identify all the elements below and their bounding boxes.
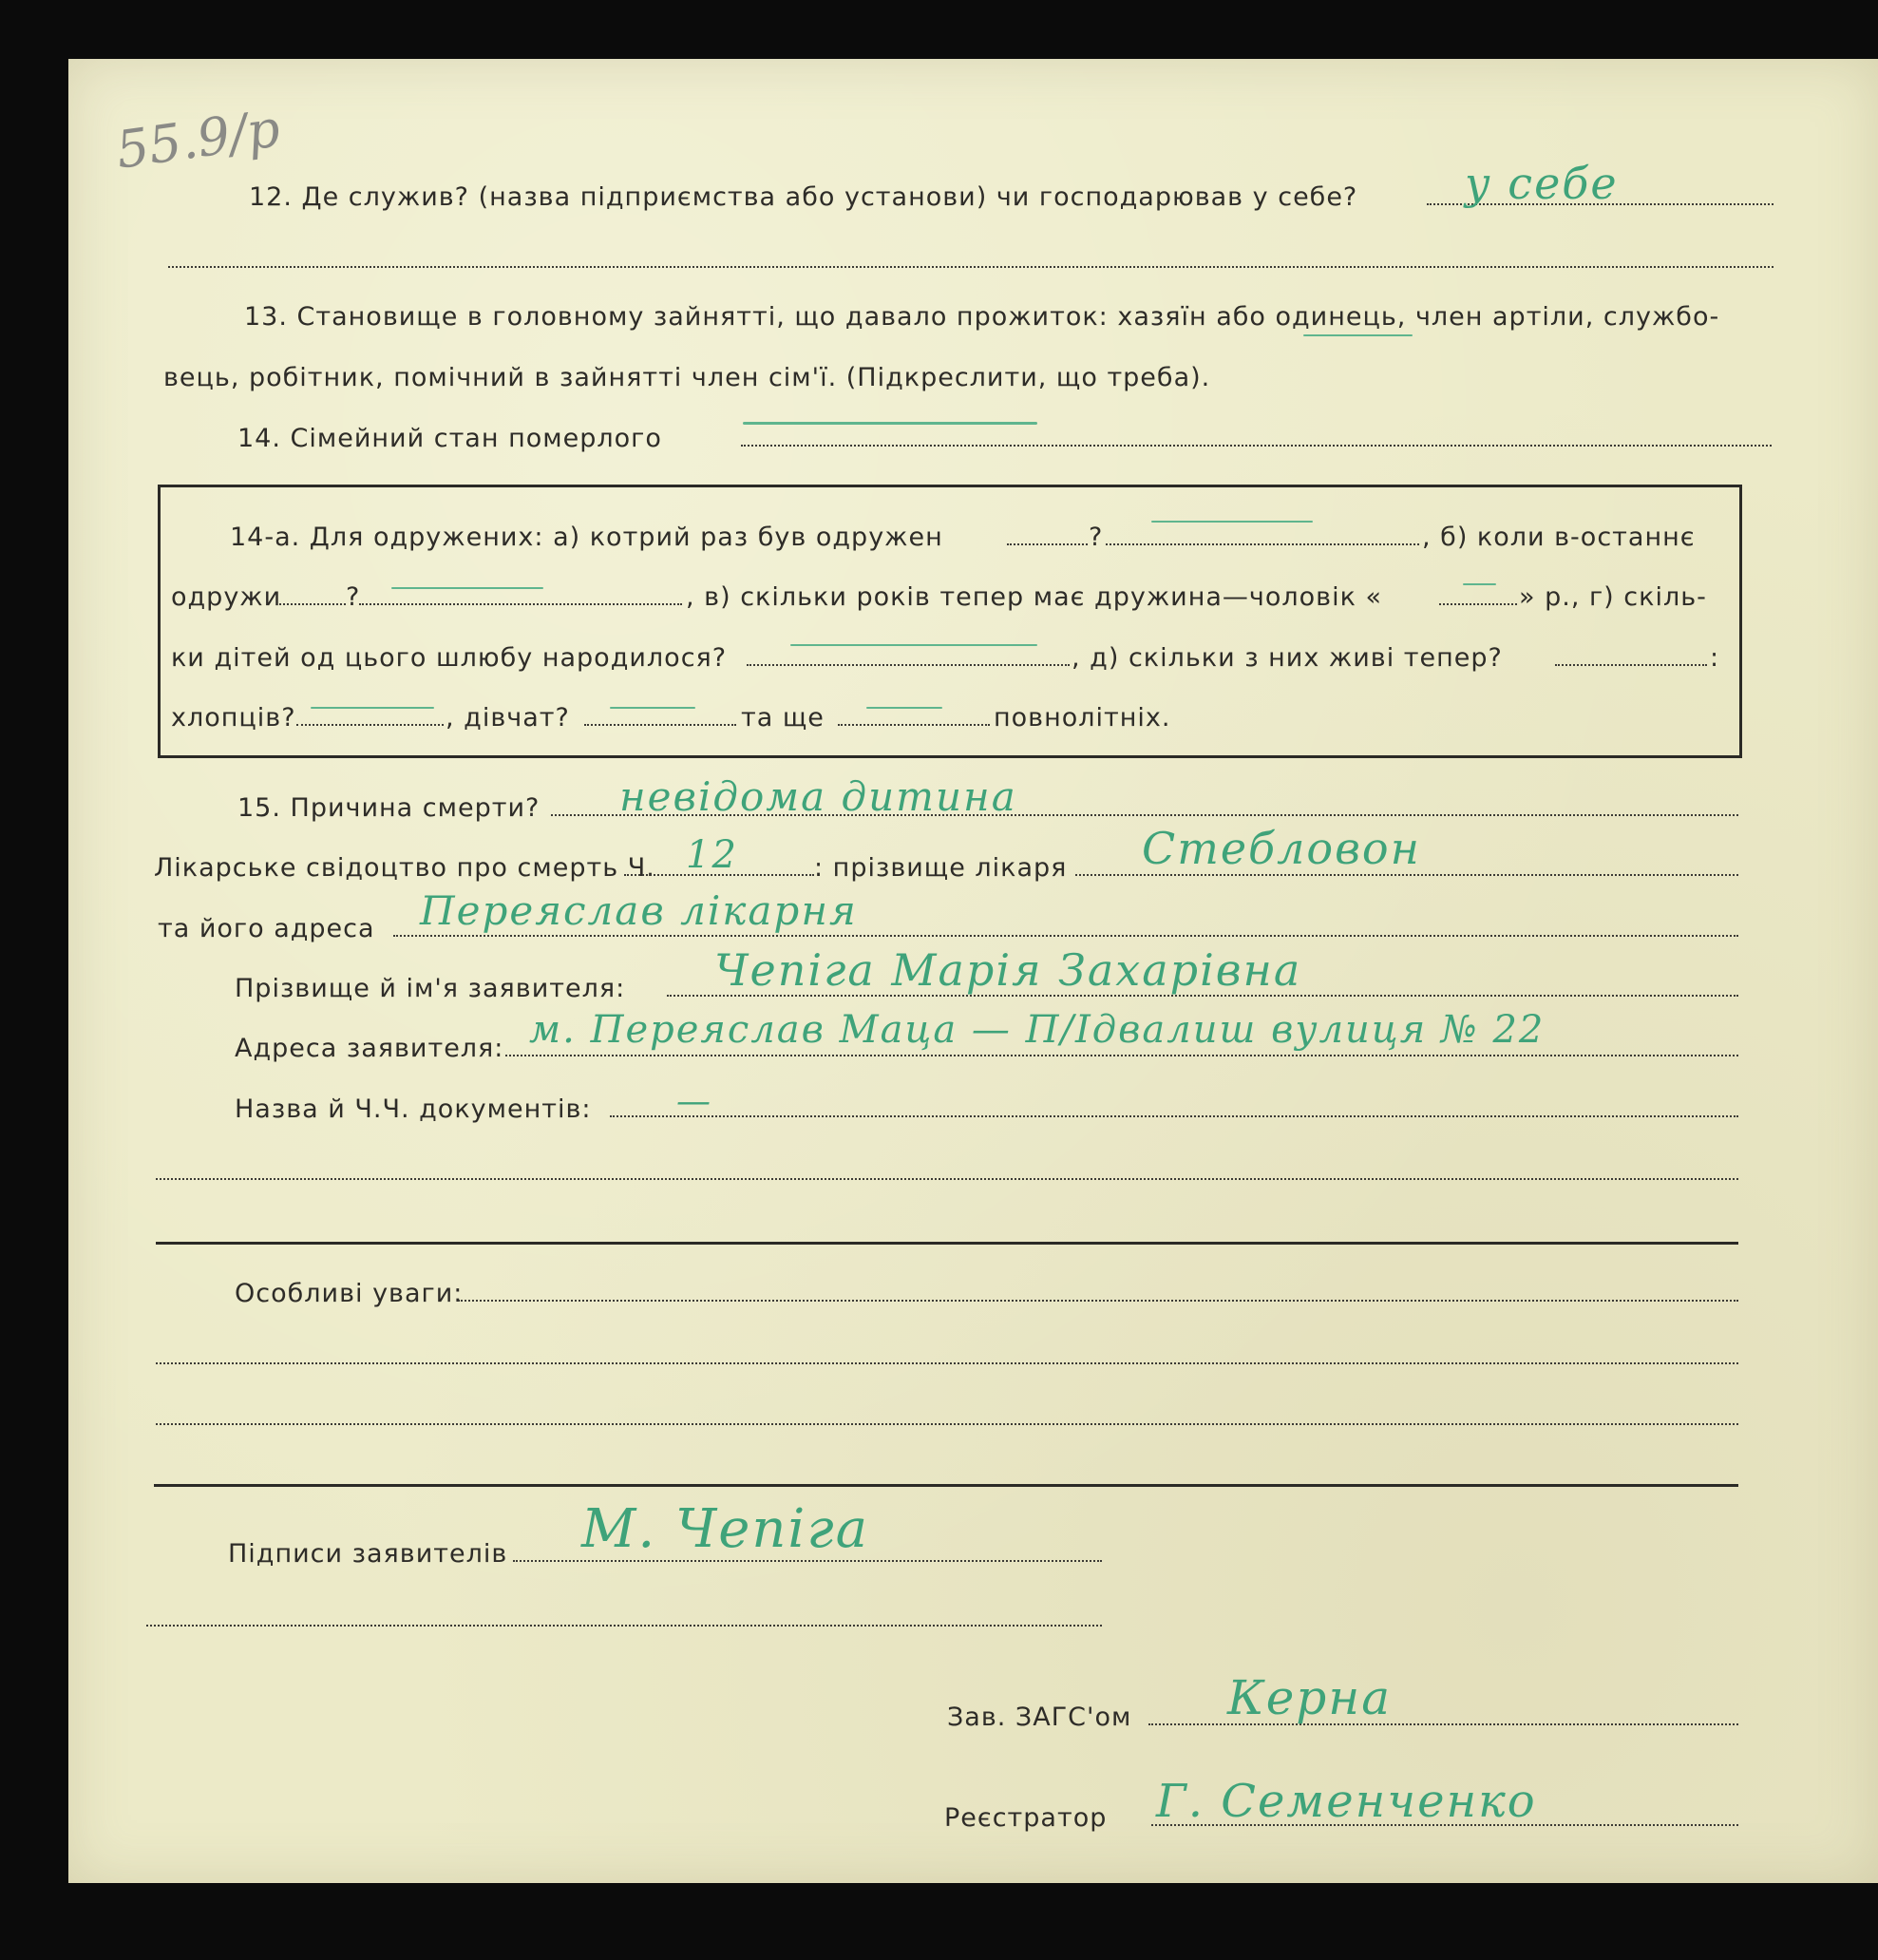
q14a-l4-dash1: [311, 707, 434, 709]
q14a-l2-a: одружи: [171, 582, 282, 612]
q14a-l4-line1: [296, 724, 444, 726]
registrar-signature-label: Реєстратор: [944, 1803, 1108, 1833]
registrar-signature: Г. Семенченко: [1156, 1775, 1537, 1828]
q14a-l4-line2: [584, 724, 736, 726]
q14a-l1-line1: [1007, 543, 1088, 545]
section-divider-1: [156, 1242, 1738, 1245]
applicant-docs-label: Назва й Ч.Ч. документів:: [235, 1094, 592, 1124]
q13-line1: 13. Становище в головному зайнятті, що давало прожиток: хазяїн або одинець, член артіли, службо-: [244, 302, 1720, 332]
q14a-l4-d: повнолітніх.: [994, 703, 1171, 733]
applicant-address: м. Переяслав Маца — П/Ідвалиш вулиця № 22: [529, 1008, 1546, 1052]
doctor-address: Переяслав лікарня: [420, 887, 858, 934]
doctor-cert-label: Лікарське свідоцтво про смерть Ч.: [154, 853, 655, 883]
q14-answer-line: [741, 445, 1772, 447]
q14a-l4-b: , дівчат?: [446, 703, 570, 733]
doctor-cert-number: 12: [686, 833, 738, 877]
q14a-l3-dash: [790, 644, 1037, 646]
applicant-name-label: Прізвище й ім'я заявителя:: [235, 974, 626, 1003]
q12-answer: у себе: [1465, 158, 1619, 209]
head-signature-label: Зав. ЗАГС'ом: [947, 1703, 1132, 1732]
q14a-l2-line2: [359, 603, 682, 605]
doctor-address-line: [393, 935, 1738, 937]
applicant-address-line: [505, 1055, 1738, 1056]
applicant-docs-line: [610, 1115, 1738, 1117]
q14a-l2-c: » р., г) скіль-: [1519, 582, 1707, 612]
document-page: [68, 59, 1878, 1883]
doctor-name: Стебловон: [1142, 823, 1421, 874]
applicant-name: Чепіга Марія Захарівна: [714, 944, 1302, 996]
q12-label: 12. Де служив? (назва підприємства або установи) чи господарював у себе?: [249, 182, 1358, 212]
applicant-signature: М. Чепіга: [581, 1498, 870, 1560]
q14a-l2-line3: [1439, 603, 1517, 605]
section-divider-2: [154, 1484, 1738, 1487]
q14a-l2-b: , в) скільки років тепер має дружина—чоловік «: [686, 582, 1382, 612]
q14a-l1-a: 14-а. Для одружених: а) котрий раз був одружен: [230, 523, 943, 552]
q14a-l1-q: ?: [1089, 523, 1104, 552]
doctor-address-label: та його адреса: [158, 914, 375, 943]
q14a-l2-dash2: [1463, 583, 1496, 585]
q14a-l4-a: хлопців?: [171, 703, 296, 733]
q15-label: 15. Причина смерти?: [237, 793, 541, 823]
notes-line-2: [156, 1362, 1738, 1364]
notes-line-3: [156, 1423, 1738, 1425]
q14a-l2-dash: [391, 587, 543, 589]
corner-pencil-note: 55.9/р: [112, 98, 284, 181]
q14a-l1-b: , б) коли в-останнє: [1422, 523, 1696, 552]
q14a-l2-line1: [279, 603, 346, 605]
docs-continuation-line: [156, 1178, 1738, 1180]
applicant-signature-line: [513, 1560, 1102, 1562]
notes-label: Особливі уваги:: [235, 1279, 464, 1308]
q14a-l3-a: ки дітей од цього шлюбу народилося?: [171, 643, 728, 673]
q14a-l3-line2: [1555, 664, 1707, 666]
q14a-l2-q: ?: [346, 582, 361, 612]
q14-label: 14. Сімейний стан померлого: [237, 424, 662, 453]
head-signature: Керна: [1227, 1670, 1393, 1725]
q14a-l1-line2: [1106, 543, 1419, 545]
q14-answer-dash: [743, 422, 1037, 425]
applicant-address-label: Адреса заявителя:: [235, 1034, 504, 1063]
q12-continuation-line: [168, 266, 1774, 268]
q14a-l4-line3: [838, 724, 990, 726]
applicant-signature-label: Підписи заявителів: [228, 1539, 508, 1569]
notes-line-1: [458, 1300, 1738, 1302]
q14a-l4-dash2: [610, 707, 695, 709]
doctor-name-label: : прізвище лікаря: [814, 853, 1068, 883]
q14a-l3-c: :: [1710, 643, 1720, 673]
q13-line2: вець, робітник, помічний в зайнятті член сім'ї. (Підкреслити, що треба).: [163, 363, 1211, 392]
q14a-l4-dash3: [866, 707, 942, 709]
doctor-name-line: [1075, 874, 1738, 876]
q15-answer: невідома дитина: [619, 773, 1017, 820]
q14a-l1-dash: [1151, 521, 1313, 523]
q14a-l4-c: та ще: [741, 703, 825, 733]
applicant-docs: —: [676, 1082, 712, 1121]
q14a-l3-b: , д) скільки з них живі тепер?: [1072, 643, 1503, 673]
q14a-l3-line1: [747, 664, 1070, 666]
applicant-signature-line-2: [146, 1625, 1102, 1627]
q13-underline-mark: [1303, 334, 1413, 336]
